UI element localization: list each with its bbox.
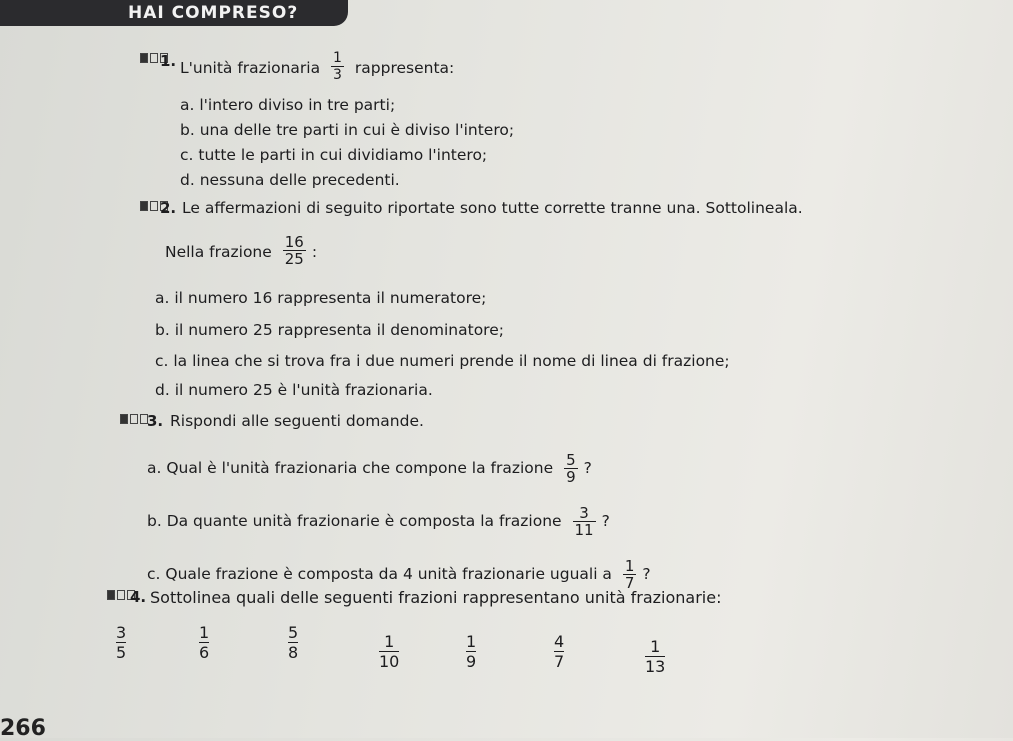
numerator: 4 <box>554 632 565 651</box>
option-b[interactable]: b. una delle tre parti in cui è diviso l'intero; <box>180 121 515 139</box>
numerator: 1 <box>199 623 210 642</box>
fraction <box>331 50 344 83</box>
fraction-option[interactable] <box>645 637 665 676</box>
denominator: 11 <box>574 521 594 539</box>
fraction-option[interactable] <box>116 623 126 662</box>
question-text: c. Quale frazione è composta da 4 unità frazionarie uguali a <box>147 565 612 583</box>
denominator: 7 <box>624 574 635 592</box>
option-c[interactable]: c. tutte le parti in cui dividiamo l'intero; <box>180 146 488 164</box>
question-c <box>147 558 651 591</box>
fraction <box>573 505 596 538</box>
exercise-2-instruction: Le affermazioni di seguito riportate sono tutte corrette tranne una. Sottolineala. <box>182 199 803 217</box>
denominator: 8 <box>288 643 299 662</box>
exercise-2-lead <box>165 233 318 269</box>
exercise-4-instruction: Sottolinea quali delle seguenti frazioni rappresentano unità frazionarie: <box>150 588 722 607</box>
numerator: 1 <box>384 632 395 651</box>
denominator: 7 <box>554 652 565 671</box>
numerator: 5 <box>566 451 576 469</box>
fraction-option[interactable] <box>288 623 298 662</box>
question-text: b. Da quante unità frazionarie è composta la frazione <box>147 512 562 530</box>
fraction <box>564 452 578 485</box>
denominator: 9 <box>566 468 576 486</box>
option-c[interactable]: c. la linea che si trova fra i due numeri prende il nome di linea di frazione; <box>155 352 730 370</box>
exercise-number: 3. <box>147 412 164 430</box>
exercise-number: 1. <box>160 52 177 70</box>
numerator: 3 <box>579 504 589 522</box>
question-text: a. Qual è l'unità frazionaria che compone la frazione <box>147 459 554 477</box>
fraction <box>623 558 637 591</box>
option-d[interactable]: d. il numero 25 è l'unità frazionaria. <box>155 381 433 399</box>
fraction-option[interactable] <box>199 623 209 662</box>
page-number: 266 <box>0 716 46 741</box>
option-d[interactable]: d. nessuna delle precedenti. <box>180 171 400 189</box>
fraction <box>283 234 306 267</box>
question-a <box>147 452 592 485</box>
denominator: 9 <box>466 652 477 671</box>
denominator: 10 <box>379 652 400 671</box>
question-mark: ? <box>583 459 592 477</box>
denominator: 6 <box>199 643 210 662</box>
prompt-text: rappresenta: <box>354 59 455 77</box>
exercise-number: 2. <box>160 199 177 217</box>
exercise-3-instruction: Rispondi alle seguenti domande. <box>170 412 424 430</box>
lead-text: Nella frazione <box>165 243 272 261</box>
numerator: 1 <box>333 50 342 66</box>
fraction-option[interactable] <box>379 632 399 671</box>
question-mark: ? <box>642 565 651 583</box>
numerator: 3 <box>116 623 127 642</box>
section-header <box>0 0 348 26</box>
numerator: 1 <box>650 637 661 656</box>
fraction-option[interactable] <box>466 632 476 671</box>
exercise-number: 4. <box>130 588 147 606</box>
fraction-option[interactable] <box>554 632 564 671</box>
section-title: HAI COMPRESO? <box>128 3 299 23</box>
option-a[interactable]: a. l'intero diviso in tre parti; <box>180 96 396 114</box>
denominator: 25 <box>284 250 304 268</box>
question-b <box>147 505 610 538</box>
question-mark: ? <box>601 512 610 530</box>
numerator: 16 <box>284 233 304 251</box>
exercise-1-prompt <box>180 52 454 85</box>
numerator: 1 <box>624 557 635 575</box>
option-b[interactable]: b. il numero 25 rappresenta il denominatore; <box>155 321 504 339</box>
denominator: 13 <box>645 657 666 676</box>
denominator: 5 <box>116 643 127 662</box>
option-a[interactable]: a. il numero 16 rappresenta il numeratore; <box>155 289 487 307</box>
prompt-text: L'unità frazionaria <box>180 59 321 77</box>
numerator: 1 <box>466 632 477 651</box>
lead-text: : <box>311 243 318 261</box>
numerator: 5 <box>288 623 299 642</box>
denominator: 3 <box>333 67 342 83</box>
difficulty-indicator <box>120 414 148 424</box>
